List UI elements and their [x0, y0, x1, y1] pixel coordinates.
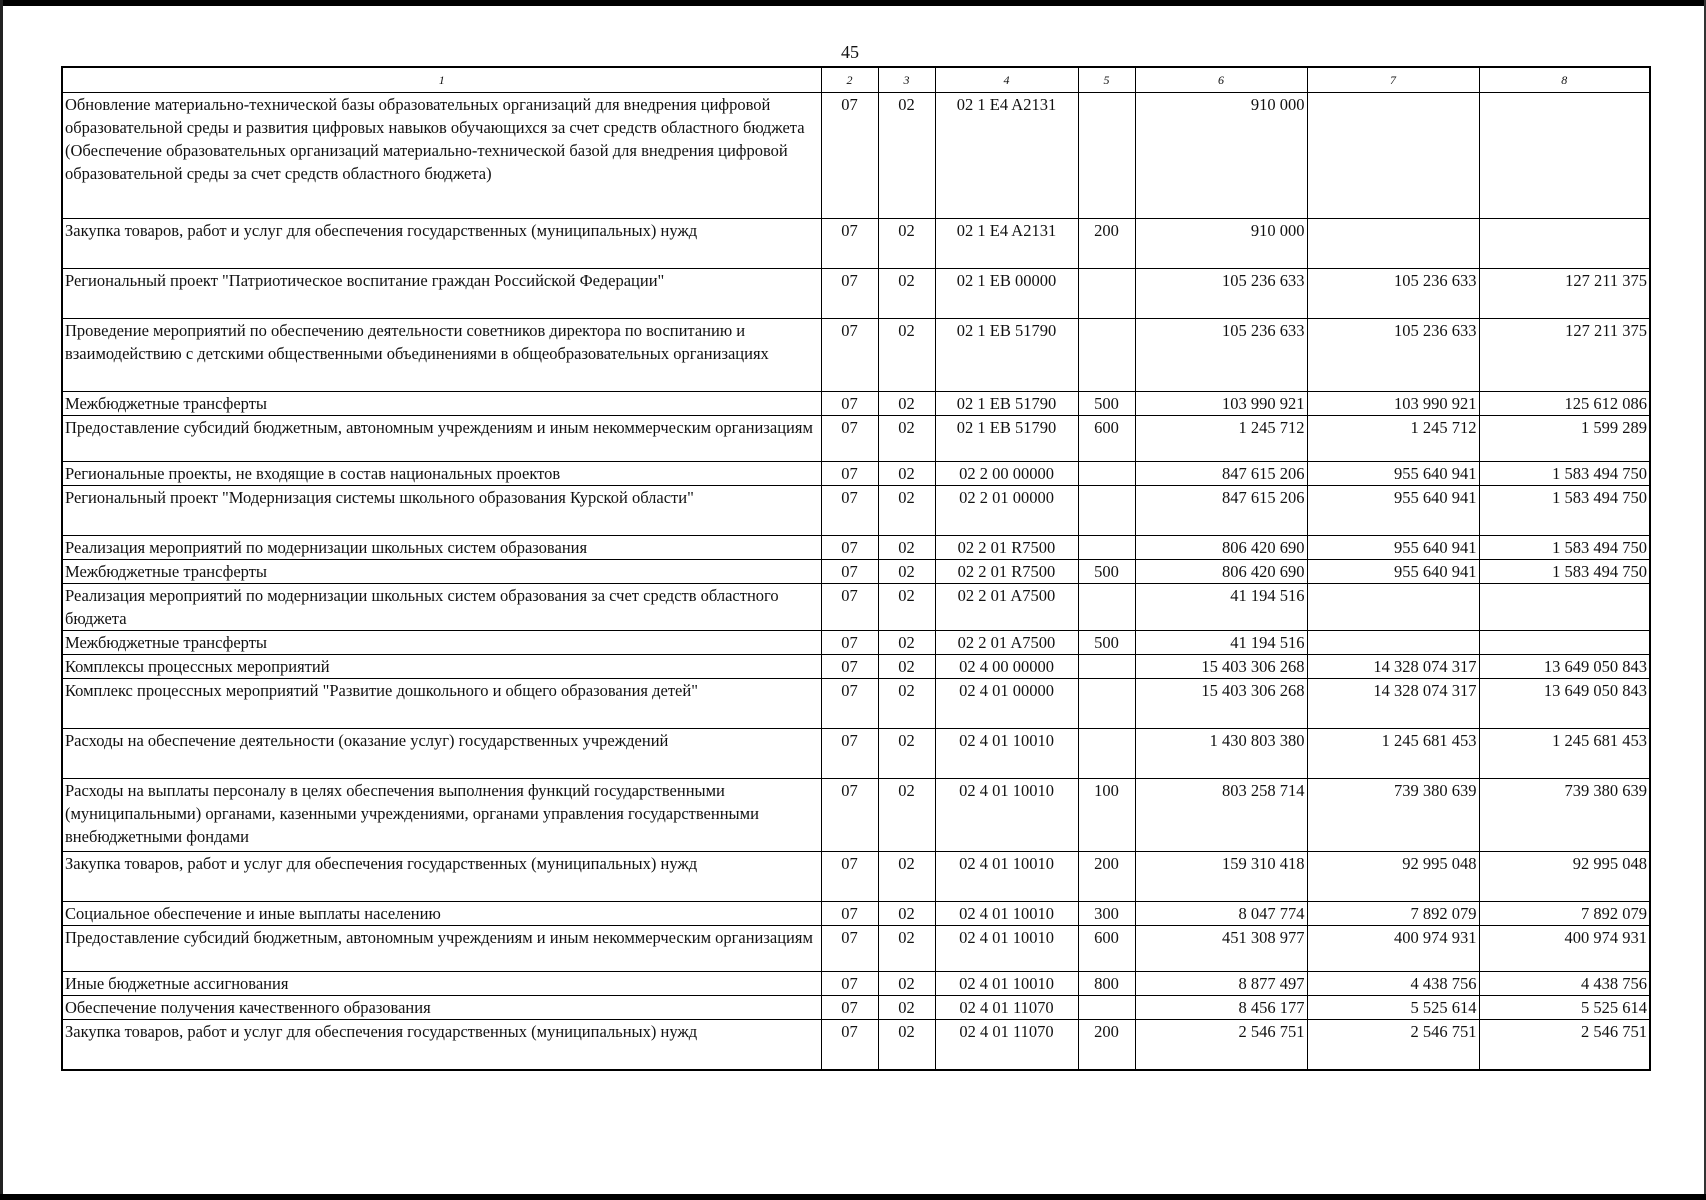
target-article-code: 02 2 01 R7500: [935, 536, 1078, 560]
row-description: Межбюджетные трансферты: [62, 560, 821, 584]
amount-col-7: 105 236 633: [1307, 319, 1479, 392]
row-description: Проведение мероприятий по обеспечению деятельности советников директора по воспитанию и взаимодействию с детскими общественными объединениями в общеобразовательных организациях: [62, 319, 821, 392]
expense-type-code: [1078, 93, 1135, 219]
section-code: 07: [821, 655, 878, 679]
expense-type-code: 500: [1078, 631, 1135, 655]
section-code: 07: [821, 392, 878, 416]
section-code: 07: [821, 93, 878, 219]
target-article-code: 02 4 01 00000: [935, 679, 1078, 729]
amount-col-7: 955 640 941: [1307, 486, 1479, 536]
amount-col-6: 847 615 206: [1135, 462, 1307, 486]
amount-col-7: 7 892 079: [1307, 902, 1479, 926]
subsection-code: 02: [878, 392, 935, 416]
subsection-code: 02: [878, 560, 935, 584]
amount-col-8: 125 612 086: [1479, 392, 1650, 416]
amount-col-6: 15 403 306 268: [1135, 679, 1307, 729]
row-description: Закупка товаров, работ и услуг для обеспечения государственных (муниципальных) нужд: [62, 852, 821, 902]
row-description: Межбюджетные трансферты: [62, 631, 821, 655]
section-code: 07: [821, 729, 878, 779]
table-row: [62, 729, 1650, 779]
amount-col-6: 1 245 712: [1135, 416, 1307, 462]
amount-col-7: 1 245 712: [1307, 416, 1479, 462]
table-row: [62, 779, 1650, 852]
expense-type-code: [1078, 584, 1135, 631]
row-description: Социальное обеспечение и иные выплаты населению: [62, 902, 821, 926]
subsection-code: 02: [878, 416, 935, 462]
row-description: Предоставление субсидий бюджетным, автономным учреждениям и иным некоммерческим организациям: [62, 416, 821, 462]
table-row: [62, 631, 1650, 655]
section-code: 07: [821, 972, 878, 996]
subsection-code: 02: [878, 93, 935, 219]
amount-col-7: 739 380 639: [1307, 779, 1479, 852]
amount-col-6: 910 000: [1135, 93, 1307, 219]
expense-type-code: [1078, 269, 1135, 319]
subsection-code: 02: [878, 219, 935, 269]
section-code: 07: [821, 269, 878, 319]
target-article-code: 02 4 00 00000: [935, 655, 1078, 679]
row-description: Иные бюджетные ассигнования: [62, 972, 821, 996]
expense-type-code: 800: [1078, 972, 1135, 996]
target-article-code: 02 4 01 10010: [935, 852, 1078, 902]
subsection-code: 02: [878, 655, 935, 679]
section-code: 07: [821, 852, 878, 902]
section-code: 07: [821, 486, 878, 536]
amount-col-6: 8 877 497: [1135, 972, 1307, 996]
table-row: [62, 655, 1650, 679]
target-article-code: 02 4 01 10010: [935, 926, 1078, 972]
column-header: 4: [935, 67, 1078, 93]
target-article-code: 02 2 00 00000: [935, 462, 1078, 486]
row-description: Реализация мероприятий по модернизации школьных систем образования за счет средств областного бюджета: [62, 584, 821, 631]
subsection-code: 02: [878, 631, 935, 655]
table-row: [62, 319, 1650, 392]
target-article-code: 02 4 01 10010: [935, 779, 1078, 852]
amount-col-6: 2 546 751: [1135, 1020, 1307, 1070]
row-description: Предоставление субсидий бюджетным, автономным учреждениям и иным некоммерческим организациям: [62, 926, 821, 972]
expense-type-code: [1078, 536, 1135, 560]
amount-col-6: 8 047 774: [1135, 902, 1307, 926]
subsection-code: 02: [878, 486, 935, 536]
amount-col-8: 1 583 494 750: [1479, 560, 1650, 584]
subsection-code: 02: [878, 902, 935, 926]
expense-type-code: [1078, 319, 1135, 392]
amount-col-6: 159 310 418: [1135, 852, 1307, 902]
subsection-code: 02: [878, 319, 935, 392]
expense-type-code: [1078, 729, 1135, 779]
target-article-code: 02 4 01 11070: [935, 996, 1078, 1020]
amount-col-6: 8 456 177: [1135, 996, 1307, 1020]
table-row: [62, 392, 1650, 416]
row-description: Закупка товаров, работ и услуг для обеспечения государственных (муниципальных) нужд: [62, 1020, 821, 1070]
amount-col-6: 451 308 977: [1135, 926, 1307, 972]
expense-type-code: [1078, 996, 1135, 1020]
target-article-code: 02 4 01 11070: [935, 1020, 1078, 1070]
table-row: [62, 996, 1650, 1020]
row-description: Расходы на обеспечение деятельности (оказание услуг) государственных учреждений: [62, 729, 821, 779]
amount-col-8: 13 649 050 843: [1479, 679, 1650, 729]
amount-col-8: 1 583 494 750: [1479, 536, 1650, 560]
target-article-code: 02 1 EB 51790: [935, 392, 1078, 416]
table-row: [62, 584, 1650, 631]
column-header: 5: [1078, 67, 1135, 93]
row-description: Комплекс процессных мероприятий "Развитие дошкольного и общего образования детей": [62, 679, 821, 729]
column-header: 6: [1135, 67, 1307, 93]
expense-type-code: 200: [1078, 852, 1135, 902]
budget-table: [61, 66, 1651, 1071]
amount-col-7: [1307, 219, 1479, 269]
subsection-code: 02: [878, 779, 935, 852]
subsection-code: 02: [878, 462, 935, 486]
section-code: 07: [821, 219, 878, 269]
table-row: [62, 219, 1650, 269]
table-row: [62, 536, 1650, 560]
table-row: [62, 486, 1650, 536]
table-row: [62, 462, 1650, 486]
amount-col-6: 105 236 633: [1135, 319, 1307, 392]
column-header: 3: [878, 67, 935, 93]
section-code: 07: [821, 1020, 878, 1070]
scan-border-top: [0, 0, 1706, 6]
amount-col-7: 92 995 048: [1307, 852, 1479, 902]
amount-col-6: 806 420 690: [1135, 536, 1307, 560]
amount-col-8: 739 380 639: [1479, 779, 1650, 852]
amount-col-6: 105 236 633: [1135, 269, 1307, 319]
section-code: 07: [821, 462, 878, 486]
subsection-code: 02: [878, 584, 935, 631]
section-code: 07: [821, 679, 878, 729]
section-code: 07: [821, 319, 878, 392]
expense-type-code: [1078, 486, 1135, 536]
amount-col-6: 41 194 516: [1135, 631, 1307, 655]
expense-type-code: 300: [1078, 902, 1135, 926]
table-row: [62, 679, 1650, 729]
page-number: 45: [841, 42, 859, 62]
amount-col-7: [1307, 93, 1479, 219]
amount-col-6: 806 420 690: [1135, 560, 1307, 584]
amount-col-8: 92 995 048: [1479, 852, 1650, 902]
amount-col-8: [1479, 93, 1650, 219]
amount-col-6: 847 615 206: [1135, 486, 1307, 536]
subsection-code: 02: [878, 926, 935, 972]
target-article-code: 02 2 01 A7500: [935, 631, 1078, 655]
row-description: Межбюджетные трансферты: [62, 392, 821, 416]
expense-type-code: [1078, 462, 1135, 486]
table-row: [62, 902, 1650, 926]
row-description: Обеспечение получения качественного образования: [62, 996, 821, 1020]
expense-type-code: 200: [1078, 219, 1135, 269]
amount-col-6: 15 403 306 268: [1135, 655, 1307, 679]
expense-type-code: 100: [1078, 779, 1135, 852]
amount-col-7: [1307, 584, 1479, 631]
amount-col-6: 803 258 714: [1135, 779, 1307, 852]
target-article-code: 02 2 01 00000: [935, 486, 1078, 536]
column-header: 1: [62, 67, 821, 93]
section-code: 07: [821, 631, 878, 655]
amount-col-8: 1 583 494 750: [1479, 486, 1650, 536]
target-article-code: 02 4 01 10010: [935, 902, 1078, 926]
target-article-code: 02 4 01 10010: [935, 729, 1078, 779]
table-row: [62, 269, 1650, 319]
amount-col-8: 127 211 375: [1479, 269, 1650, 319]
amount-col-8: 2 546 751: [1479, 1020, 1650, 1070]
expense-type-code: 500: [1078, 392, 1135, 416]
section-code: 07: [821, 584, 878, 631]
amount-col-7: 955 640 941: [1307, 560, 1479, 584]
table-row: [62, 852, 1650, 902]
column-number-row: [62, 67, 1650, 93]
amount-col-8: 4 438 756: [1479, 972, 1650, 996]
target-article-code: 02 1 EB 00000: [935, 269, 1078, 319]
amount-col-8: 1 245 681 453: [1479, 729, 1650, 779]
subsection-code: 02: [878, 679, 935, 729]
table-row: [62, 93, 1650, 219]
subsection-code: 02: [878, 536, 935, 560]
target-article-code: 02 1 EB 51790: [935, 319, 1078, 392]
subsection-code: 02: [878, 269, 935, 319]
target-article-code: 02 4 01 10010: [935, 972, 1078, 996]
row-description: Региональные проекты, не входящие в состав национальных проектов: [62, 462, 821, 486]
row-description: Комплексы процессных мероприятий: [62, 655, 821, 679]
expense-type-code: 200: [1078, 1020, 1135, 1070]
amount-col-7: [1307, 631, 1479, 655]
table-body: [62, 93, 1650, 1070]
amount-col-8: 127 211 375: [1479, 319, 1650, 392]
expense-type-code: 600: [1078, 926, 1135, 972]
amount-col-7: 105 236 633: [1307, 269, 1479, 319]
subsection-code: 02: [878, 852, 935, 902]
target-article-code: 02 2 01 R7500: [935, 560, 1078, 584]
row-description: Региональный проект "Патриотическое воспитание граждан Российской Федерации": [62, 269, 821, 319]
column-header: 2: [821, 67, 878, 93]
amount-col-7: 955 640 941: [1307, 462, 1479, 486]
amount-col-7: 14 328 074 317: [1307, 655, 1479, 679]
section-code: 07: [821, 416, 878, 462]
expense-type-code: 600: [1078, 416, 1135, 462]
row-description: Реализация мероприятий по модернизации школьных систем образования: [62, 536, 821, 560]
amount-col-7: 14 328 074 317: [1307, 679, 1479, 729]
target-article-code: 02 2 01 A7500: [935, 584, 1078, 631]
amount-col-8: 400 974 931: [1479, 926, 1650, 972]
section-code: 07: [821, 536, 878, 560]
amount-col-7: 2 546 751: [1307, 1020, 1479, 1070]
amount-col-7: 400 974 931: [1307, 926, 1479, 972]
target-article-code: 02 1 E4 A2131: [935, 219, 1078, 269]
row-description: Региональный проект "Модернизация системы школьного образования Курской области": [62, 486, 821, 536]
subsection-code: 02: [878, 972, 935, 996]
amount-col-8: [1479, 584, 1650, 631]
subsection-code: 02: [878, 729, 935, 779]
table-row: [62, 560, 1650, 584]
amount-col-7: 103 990 921: [1307, 392, 1479, 416]
amount-col-8: [1479, 631, 1650, 655]
subsection-code: 02: [878, 1020, 935, 1070]
section-code: 07: [821, 560, 878, 584]
table-row: [62, 416, 1650, 462]
amount-col-8: 13 649 050 843: [1479, 655, 1650, 679]
section-code: 07: [821, 996, 878, 1020]
amount-col-6: 103 990 921: [1135, 392, 1307, 416]
amount-col-8: 5 525 614: [1479, 996, 1650, 1020]
row-description: Закупка товаров, работ и услуг для обеспечения государственных (муниципальных) нужд: [62, 219, 821, 269]
amount-col-6: 910 000: [1135, 219, 1307, 269]
amount-col-7: 955 640 941: [1307, 536, 1479, 560]
amount-col-7: 5 525 614: [1307, 996, 1479, 1020]
target-article-code: 02 1 E4 A2131: [935, 93, 1078, 219]
table-row: [62, 1020, 1650, 1070]
amount-col-8: 1 599 289: [1479, 416, 1650, 462]
amount-col-7: 4 438 756: [1307, 972, 1479, 996]
section-code: 07: [821, 926, 878, 972]
row-description: Расходы на выплаты персоналу в целях обеспечения выполнения функций государственными (муниципальными) органами, казенными учреждениями, органами управления государственными внебюджетными фондами: [62, 779, 821, 852]
row-description: Обновление материально-технической базы образовательных организаций для внедрения цифровой образовательной среды и развития цифровых навыков обучающихся за счет средств областного бюджета (Обеспечение образовательных организаций материально-технической базой для внедрения цифровой образовательной среды за счет средств областного бюджета): [62, 93, 821, 219]
amount-col-8: 7 892 079: [1479, 902, 1650, 926]
scan-border-left: [0, 0, 3, 1200]
target-article-code: 02 1 EB 51790: [935, 416, 1078, 462]
amount-col-6: 41 194 516: [1135, 584, 1307, 631]
table-row: [62, 926, 1650, 972]
subsection-code: 02: [878, 996, 935, 1020]
expense-type-code: [1078, 679, 1135, 729]
amount-col-8: [1479, 219, 1650, 269]
amount-col-8: 1 583 494 750: [1479, 462, 1650, 486]
section-code: 07: [821, 779, 878, 852]
expense-type-code: 500: [1078, 560, 1135, 584]
expense-type-code: [1078, 655, 1135, 679]
scan-border-bottom: [0, 1194, 1706, 1200]
amount-col-7: 1 245 681 453: [1307, 729, 1479, 779]
column-header: 7: [1307, 67, 1479, 93]
amount-col-6: 1 430 803 380: [1135, 729, 1307, 779]
table-row: [62, 972, 1650, 996]
section-code: 07: [821, 902, 878, 926]
column-header: 8: [1479, 67, 1650, 93]
